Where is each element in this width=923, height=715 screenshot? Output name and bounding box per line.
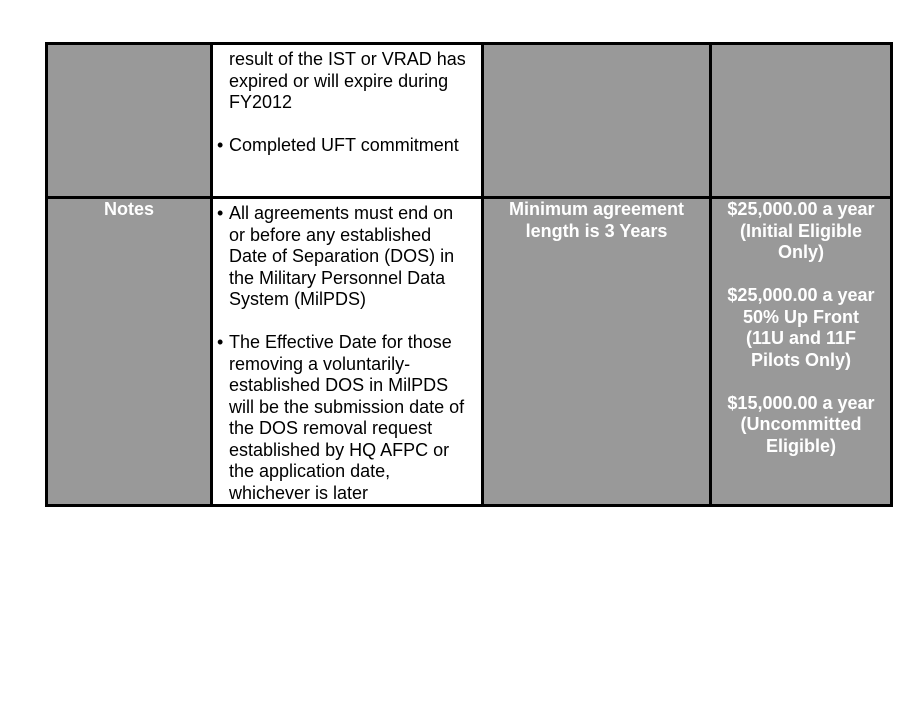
text-line: the DOS removal request — [229, 418, 433, 438]
text-line: or before any established — [229, 224, 432, 245]
amount-cell — [711, 44, 892, 198]
agreement-cell — [483, 44, 711, 198]
row-label-cell — [47, 44, 212, 198]
text-line: established by HQ AFPC or — [229, 439, 450, 460]
amount-block — [712, 285, 890, 371]
text-line: will be the submission date of — [229, 396, 465, 417]
text-line: the Military Personnel Data — [229, 267, 446, 288]
text-line: • All agreements must end on — [229, 203, 454, 223]
text-line: • Completed UFT commitment — [229, 135, 459, 155]
list-item — [229, 49, 477, 114]
text-line: Date of Separation (DOS) in — [229, 246, 455, 266]
amount-block — [712, 199, 890, 264]
text-line: Minimum agreement — [508, 199, 685, 219]
text-line: Eligible) — [765, 435, 836, 456]
text-line: result of the IST or VRAD has — [229, 49, 466, 69]
notes-label: Notes — [47, 198, 212, 506]
amounts-cell — [711, 198, 892, 506]
text-line: expired or will expire during — [229, 70, 449, 91]
incentive-table — [45, 42, 893, 507]
text-line: whichever is later — [229, 482, 369, 503]
table-row — [47, 198, 892, 506]
text-line: (Initial Eligible — [739, 220, 862, 241]
text-line: 50% Up Front — [742, 306, 859, 327]
list-item — [229, 135, 477, 157]
text-line: $15,000.00 a year — [727, 392, 875, 413]
text-line: FY2012 — [229, 92, 293, 112]
text-line: $25,000.00 a year — [727, 199, 875, 219]
text-line: removing a voluntarily- — [229, 353, 411, 374]
amount-block — [712, 393, 890, 458]
table-row — [47, 44, 892, 198]
text-line: established DOS in MilPDS — [229, 375, 449, 395]
list-item — [229, 203, 477, 311]
text-line: $25,000.00 a year — [727, 285, 875, 305]
text-line: • The Effective Date for those — [229, 332, 452, 352]
list-item — [229, 332, 477, 504]
agreement-length-cell — [483, 198, 711, 506]
eligibility-list — [213, 45, 481, 157]
notes-list — [213, 199, 481, 504]
text-line: (11U and 11F — [745, 328, 857, 348]
text-line: System (MilPDS) — [229, 289, 367, 309]
text-line: (Uncommitted — [740, 414, 862, 434]
text-line: the application date, — [229, 461, 391, 481]
text-line: length is 3 Years — [525, 220, 668, 241]
text-line: Only) — [777, 242, 824, 262]
text-line: Pilots Only) — [750, 349, 851, 370]
eligibility-cell — [212, 44, 483, 198]
notes-cell — [212, 198, 483, 506]
